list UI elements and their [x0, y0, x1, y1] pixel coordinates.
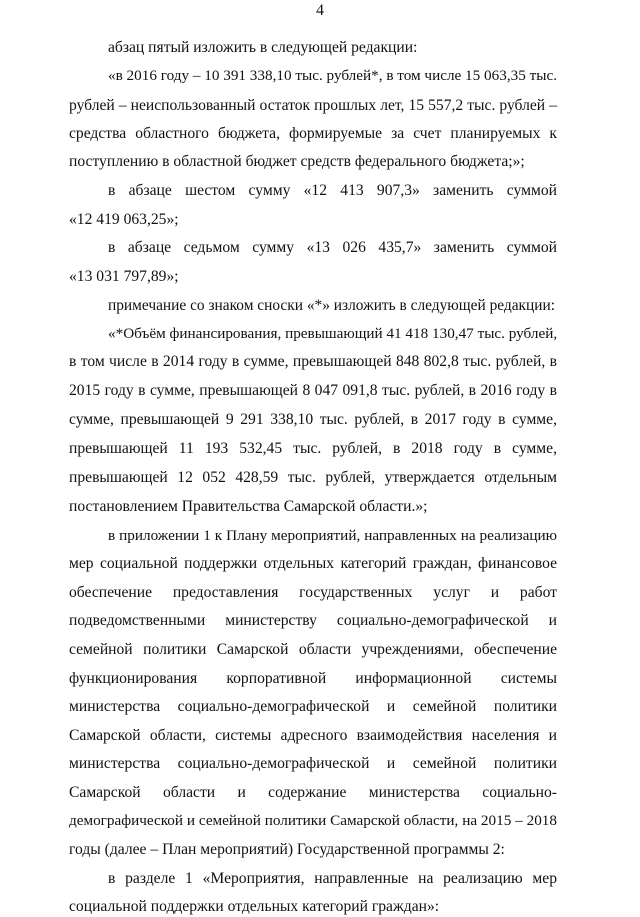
- text-line: мер социальной поддержки отдельных категорий граждан, финансовое: [69, 555, 557, 572]
- text-line: рублей – неиспользованный остаток прошлых лет, 15 557,2 тыс. рублей –: [69, 97, 557, 114]
- text-line: абзац пятый изложить в следующей редакции:: [108, 39, 418, 56]
- text-line: Самарской области, системы адресного взаимодействия населения и: [69, 727, 557, 744]
- text-line: обеспечение предоставления государственных услуг и работ: [69, 584, 557, 601]
- text-line: «12 419 063,25»;: [69, 211, 179, 228]
- text-line: министерства социально-демографической и семейной политики: [69, 755, 557, 772]
- text-line: подведомственными министерству социально-демографической и: [69, 612, 557, 629]
- text-line: «*Объём финансирования, превышающий 41 418 130,47 тыс. рублей,: [108, 325, 558, 342]
- text-line: демографической и семейной политики Самарской области, на 2015 – 2018: [69, 812, 557, 829]
- text-line: «в 2016 году – 10 391 338,10 тыс. рублей*, в том числе 15 063,35 тыс.: [108, 67, 557, 84]
- text-line: в приложении 1 к Плану мероприятий, направленных на реализацию: [108, 527, 557, 544]
- text-line: министерства социально-демографической и семейной политики: [69, 698, 557, 715]
- text-line: средства областного бюджета, формируемые за счет планируемых к: [69, 125, 557, 142]
- page-number: 4: [316, 2, 324, 19]
- text-line: примечание со знаком сноски «*» изложить в следующей редакции:: [108, 297, 556, 314]
- text-line: поступлению в областной бюджет средств федерального бюджета;»;: [69, 153, 525, 170]
- text-line: семейной политики Самарской области учреждениями, обеспечение: [69, 641, 557, 658]
- text-line: сумме, превышающей 9 291 338,10 тыс. рублей, в 2017 году в сумме,: [69, 411, 557, 428]
- text-line: Самарской области и содержание министерства социально-: [69, 784, 557, 801]
- text-line: в абзаце шестом сумму «12 413 907,3» заменить суммой: [108, 182, 557, 199]
- text-line: превышающей 12 052 428,59 тыс. рублей, утверждается отдельным: [69, 469, 557, 486]
- text-line: 2015 году в сумме, превышающей 8 047 091,8 тыс. рублей, в 2016 году в: [69, 382, 557, 399]
- text-line: в абзаце седьмом сумму «13 026 435,7» заменить суммой: [108, 239, 557, 256]
- text-line: социальной поддержки отдельных категорий граждан»:: [69, 898, 440, 915]
- text-line: постановлением Правительства Самарской области.»;: [69, 498, 428, 515]
- text-line: годы (далее – План мероприятий) Государственной программы 2:: [69, 841, 505, 858]
- text-line: в том числе в 2014 году в сумме, превышающей 848 802,8 тыс. рублей, в: [69, 353, 557, 370]
- text-line: превышающей 11 193 532,45 тыс. рублей, в 2018 году в сумме,: [69, 440, 557, 457]
- text-line: функционирования корпоративной информационной системы: [69, 670, 557, 687]
- text-line: «13 031 797,89»;: [69, 268, 179, 285]
- text-line: в разделе 1 «Мероприятия, направленные на реализацию мер: [108, 870, 557, 887]
